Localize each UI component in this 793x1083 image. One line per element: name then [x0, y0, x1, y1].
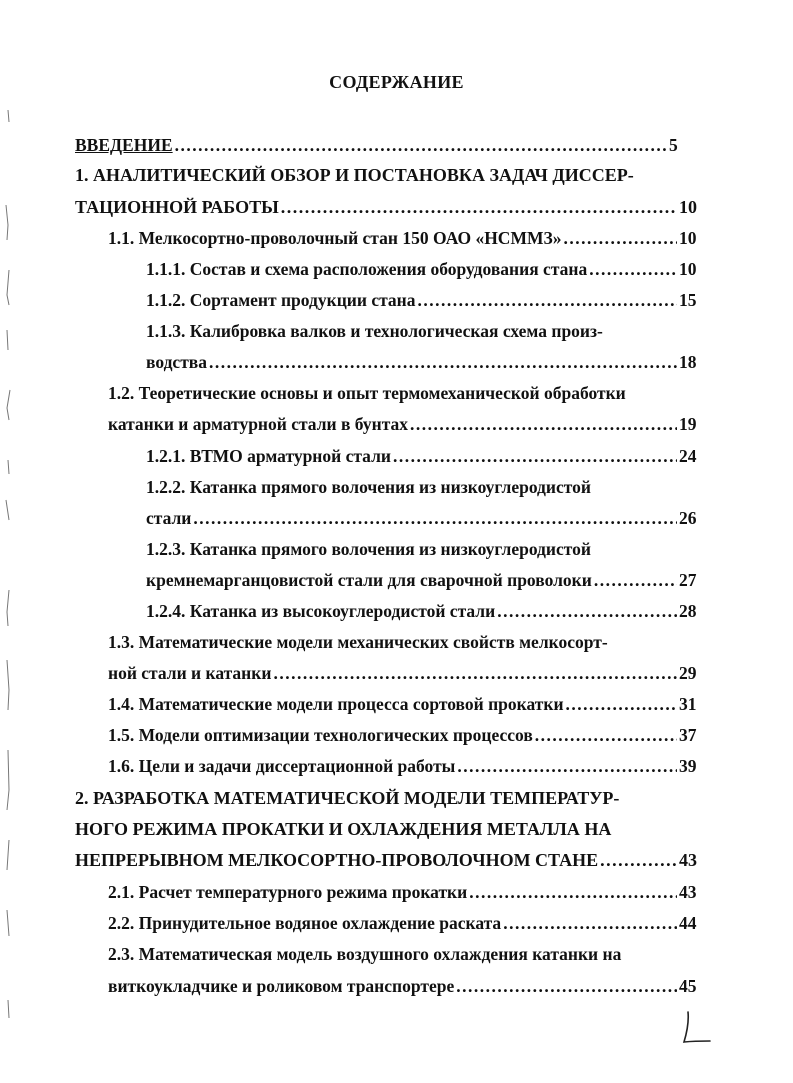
toc-entry-2-2[interactable] [108, 911, 697, 935]
toc-entry-text: 1.2.3. Катанка прямого волочения из низкоуглеродистой [146, 539, 591, 559]
toc-entry-page: 24 [679, 446, 697, 466]
toc-entry-1-1[interactable] [108, 226, 697, 250]
toc-entry-chapter-1-cont[interactable] [75, 195, 697, 219]
toc-entry-1-2-1[interactable] [146, 444, 697, 468]
toc-entry-text: 1.3. Математические модели механических свойств мелкосорт- [108, 632, 608, 652]
toc-leader [589, 257, 677, 281]
toc-entry-text: катанки и арматурной стали в бунтах [108, 414, 409, 434]
toc-leader [393, 444, 677, 468]
toc-entry-text: 1.1. Мелкосортно-проволочный стан 150 ОАО «НСММЗ» [108, 228, 562, 248]
toc-entry-text: НЕПРЕРЫВНОМ МЕЛКОСОРТНО-ПРОВОЛОЧНОМ СТАНЕ [75, 850, 599, 870]
toc-entry-text: 1.1.2. Сортамент продукции стана [146, 290, 416, 310]
toc-leader [209, 350, 677, 374]
toc-entry-text: 2.3. Математическая модель воздушного охлаждения катанки на [108, 944, 622, 964]
toc-leader [456, 974, 677, 998]
toc-entry-1-1-3[interactable] [146, 319, 603, 343]
toc-entry-page: 10 [679, 228, 697, 248]
toc-entry-text: 1.5. Модели оптимизации технологических процессов [108, 725, 533, 745]
toc-entry-text: 1.2. Теоретические основы и опыт термомеханической обработки [108, 383, 626, 403]
toc-entry-chapter-2-cont-2[interactable] [75, 848, 697, 872]
toc-entry-introduction[interactable] [75, 133, 687, 157]
toc-entry-text: 1.2.1. ВТМО арматурной стали [146, 446, 391, 466]
toc-entry-text: 2. РАЗРАБОТКА МАТЕМАТИЧЕСКОЙ МОДЕЛИ ТЕМПЕРАТУР- [75, 788, 620, 808]
toc-entry-page: 39 [679, 756, 697, 776]
toc-entry-2-1[interactable] [108, 880, 697, 904]
toc-entry-text: стали [146, 508, 192, 528]
toc-entry-page: 43 [679, 882, 697, 902]
toc-entry-text: 1.6. Цели и задачи диссертационной работы [108, 756, 456, 776]
toc-leader [175, 133, 667, 157]
toc-entry-text: ТАЦИОННОЙ РАБОТЫ [75, 197, 279, 217]
toc-entry-1-2-3-cont[interactable] [146, 568, 697, 592]
toc-entry-1-3-cont[interactable] [108, 661, 697, 685]
page-title: СОДЕРЖАНИЕ [329, 72, 464, 92]
toc-entry-2-3-cont[interactable] [108, 974, 697, 998]
toc-leader [273, 661, 677, 685]
toc-entry-text: НОГО РЕЖИМА ПРОКАТКИ И ОХЛАЖДЕНИЯ МЕТАЛЛА НА [75, 819, 612, 839]
toc-leader [281, 195, 677, 219]
toc-entry-1-1-1[interactable] [146, 257, 697, 281]
toc-entry-chapter-2[interactable] [75, 786, 619, 810]
toc-entry-page: 37 [679, 725, 697, 745]
toc-entry-2-3[interactable] [108, 942, 621, 966]
toc-leader [417, 288, 677, 312]
toc-entry-text: ной стали и катанки [108, 663, 272, 683]
toc-entry-page: 26 [679, 508, 697, 528]
toc-entry-text: 1.2.4. Катанка из высокоуглеродистой стали [146, 601, 496, 621]
toc-entry-page: 45 [679, 976, 697, 996]
toc-entry-1-2-2[interactable] [146, 475, 591, 499]
toc-entry-1-1-2[interactable] [146, 288, 697, 312]
toc-entry-page: 27 [679, 570, 697, 590]
toc-entry-text: 2.1. Расчет температурного режима прокатки [108, 882, 468, 902]
toc-entry-text: 1.1.3. Калибровка валков и технологическая схема произ- [146, 321, 603, 341]
toc-leader [193, 506, 677, 530]
toc-entry-1-6[interactable] [108, 754, 697, 778]
toc-entry-page: 44 [679, 913, 697, 933]
toc-entry-page: 19 [679, 414, 697, 434]
toc-entry-1-2-4[interactable] [146, 599, 697, 623]
toc-entry-text: кремнемарганцовистой стали для сварочной проволоки [146, 570, 592, 590]
toc-entry-1-5[interactable] [108, 723, 697, 747]
toc-entry-1-4[interactable] [108, 692, 697, 716]
toc-leader [497, 599, 677, 623]
toc-entry-page: 10 [679, 259, 697, 279]
toc-entry-1-1-3-cont[interactable] [146, 350, 697, 374]
toc-entry-page: 29 [679, 663, 697, 683]
toc-entry-chapter-2-cont-1[interactable] [75, 817, 611, 841]
toc-entry-page: 18 [679, 352, 697, 372]
scan-margin-marks [2, 100, 16, 1060]
handwritten-page-mark [676, 1008, 716, 1048]
toc-entry-text: водства [146, 352, 207, 372]
toc-entry-text: ВВЕДЕНИЕ [75, 135, 173, 155]
toc-entry-1-2-2-cont[interactable] [146, 506, 697, 530]
toc-entry-1-2-3[interactable] [146, 537, 591, 561]
toc-entry-page: 5 [669, 135, 678, 155]
toc-entry-chapter-1[interactable] [75, 163, 634, 187]
toc-leader [594, 568, 677, 592]
toc-entry-page: 15 [679, 290, 697, 310]
toc-leader [469, 880, 677, 904]
toc-entry-page: 10 [679, 197, 697, 217]
toc-leader [600, 848, 677, 872]
toc-entry-1-2-cont[interactable] [108, 412, 697, 436]
toc-entry-text: 1. АНАЛИТИЧЕСКИЙ ОБЗОР И ПОСТАНОВКА ЗАДАЧ ДИССЕР- [75, 165, 634, 185]
toc-entry-1-2[interactable] [108, 381, 626, 405]
toc-entry-page: 43 [679, 850, 697, 870]
toc-leader [503, 911, 677, 935]
toc-entry-page: 28 [679, 601, 697, 621]
toc-entry-page: 31 [679, 694, 697, 714]
toc-entry-text: виткоукладчике и роликовом транспортере [108, 976, 455, 996]
toc-leader [535, 723, 677, 747]
toc-entry-text: 1.2.2. Катанка прямого волочения из низкоуглеродистой [146, 477, 591, 497]
toc-entry-1-3[interactable] [108, 630, 608, 654]
toc-leader [563, 226, 677, 250]
toc-entry-text: 1.4. Математические модели процесса сортовой прокатки [108, 694, 564, 714]
toc-leader [566, 692, 677, 716]
toc-entry-text: 1.1.1. Состав и схема расположения оборудования стана [146, 259, 588, 279]
toc-entry-text: 2.2. Принудительное водяное охлаждение раската [108, 913, 502, 933]
toc-leader [457, 754, 677, 778]
toc-leader [410, 412, 677, 436]
